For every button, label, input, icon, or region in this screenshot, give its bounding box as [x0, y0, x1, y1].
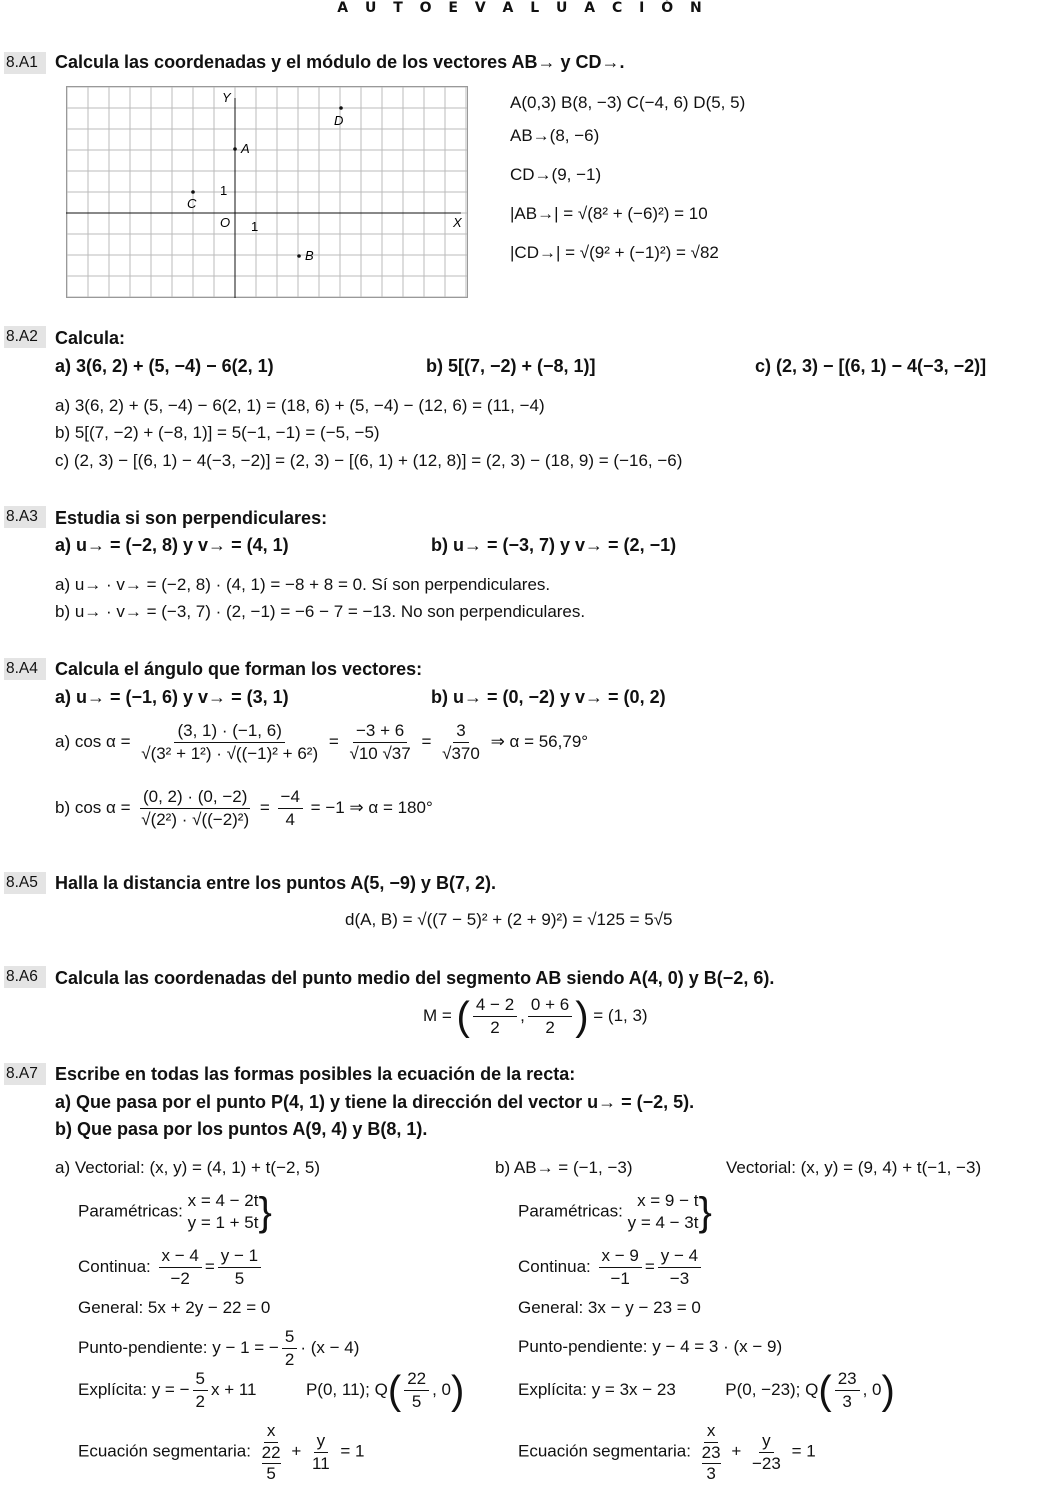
page-title: A U T O E V A L U A C I Ó N — [337, 0, 708, 16]
fraction: x 22 5 — [261, 1421, 281, 1483]
a1-vector-cd: CD→(9, −1) — [510, 165, 602, 184]
a7a-point-slope: Punto-pendiente: y − 1 = − $\frac{5}{2}$ · (x − 4) — [78, 1327, 360, 1369]
fraction: $\frac{-4}{4}$ — [278, 786, 303, 831]
fraction: $\frac{3}{√370}$ — [442, 721, 480, 763]
fraction: $\frac{5}{2}$ — [282, 1326, 297, 1371]
a6-solution: M = ( $\frac{4 - 2}{2}$ , $\frac{0 + 6}{2}$ ) = (1, 3) — [423, 994, 648, 1039]
fraction: $\frac{22}{5}$ — [404, 1368, 429, 1413]
exercise-number: 8.A1 — [4, 52, 46, 74]
fraction: $\frac{x - 4}{-2}$ — [159, 1245, 202, 1290]
a4a-result: ⇒ α = 56,79° — [490, 731, 589, 751]
a7-question-a: a) Que pasa por el punto P(4, 1) y tiene la dirección del vector u→ = (−2, 5). — [55, 1092, 695, 1112]
point-c-label: C — [187, 196, 197, 211]
fraction: x 23 3 — [701, 1421, 721, 1483]
a7a-parametric: Paramétricas: x = 4 − 2t y = 1 + 5t } — [78, 1190, 272, 1234]
fraction: $\frac{y - 1}{5}$ — [218, 1245, 261, 1290]
a2-question-c: c) (2, 3) − [(6, 1) − 4(−3, −2)] — [755, 356, 987, 376]
a7b-vectorial: Vectorial: (x, y) = (9, 4) + t(−1, −3) — [726, 1158, 982, 1177]
fraction: $\frac{4 - 2}{2}$ — [473, 994, 517, 1039]
a7a-explicit: Explícita: y = − $\frac{5}{2}$ x + 11 P(0, 11); Q( $\frac{22}{5}$ , 0) — [78, 1368, 465, 1413]
y-unit-label: 1 — [220, 183, 228, 198]
exercise-number: 8.A6 — [4, 966, 46, 988]
fraction: $\frac{y}{-23}$ — [752, 1430, 781, 1473]
a7b-continuous: Continua: $\frac{x - 9}{-1}$ = $\frac{y - 4}{-3}$ — [518, 1245, 704, 1290]
exercise-number: 8.A7 — [4, 1063, 46, 1085]
a2-question-a: a) 3(6, 2) + (5, −4) − 6(2, 1) — [55, 356, 274, 376]
exercise-question: Calcula el ángulo que forman los vectores: — [55, 659, 423, 679]
point-a-label: A — [241, 141, 250, 156]
a1-module-ab: |AB→| = √(8² + (−6)²) = 10 — [510, 204, 708, 223]
a2-solution-a: a) 3(6, 2) + (5, −4) − 6(2, 1) = (18, 6) + (5, −4) − (12, 6) = (11, −4) — [55, 396, 545, 415]
exercise-number: 8.A3 — [4, 506, 46, 528]
a4b-label: b) cos α = — [55, 797, 131, 817]
a7-question-b: b) Que pasa por los puntos A(9, 4) y B(8, 1). — [55, 1119, 428, 1139]
exercise-question: Estudia si son perpendiculares: — [55, 508, 328, 528]
a2-solution-c: c) (2, 3) − [(6, 1) − 4(−3, −2)] = (2, 3) − [(6, 1) + (12, 8)] = (2, 3) − (18, 9) = (−16, −6) — [55, 451, 683, 470]
fraction: $\frac{(0, 2) \cdot (0, -2)}{\text{√(2²) · √((−2)²)}}$ — [141, 787, 250, 829]
a2-question-b: b) 5[(7, −2) + (−8, 1)] — [426, 356, 596, 376]
exercise-question: Calcula las coordenadas del punto medio del segmento AB siendo A(4, 0) y B(−2, 6). — [55, 968, 775, 988]
fraction: $\frac{5}{2}$ — [193, 1368, 208, 1413]
x-axis-label: X — [453, 215, 462, 230]
point-d-label: D — [334, 113, 344, 128]
a7a-general: General: 5x + 2y − 22 = 0 — [78, 1298, 271, 1317]
point-b-label: B — [305, 248, 314, 263]
a3-solution-a: a) u→ · v→ = (−2, 8) · (4, 1) = −8 + 8 = 0. Sí son perpendiculares. — [55, 575, 551, 594]
a7a-vectorial: a) Vectorial: (x, y) = (4, 1) + t(−2, 5) — [55, 1158, 321, 1177]
a7a-continuous: Continua: $\frac{x - 4}{-2}$ = $\frac{y - 1}{5}$ — [78, 1245, 264, 1290]
a7b-explicit: Explícita: y = 3x − 23 P(0, −23); Q( $\frac{23}{3}$ , 0) — [518, 1368, 895, 1413]
fraction: $\frac{y - 4}{-3}$ — [658, 1245, 701, 1290]
exercise-question: Halla la distancia entre los puntos A(5, −9) y B(7, 2). — [55, 873, 496, 893]
a7b-point-slope: Punto-pendiente: y − 4 = 3 · (x − 9) — [518, 1337, 783, 1356]
x-unit-label: 1 — [251, 219, 259, 234]
point-b — [297, 254, 301, 258]
point-c — [191, 190, 195, 194]
a3-question-b: b) u→ = (−3, 7) y v→ = (2, −1) — [431, 535, 677, 555]
a1-module-cd: |CD→| = √(9² + (−1)²) = √82 — [510, 243, 719, 262]
a7b-general: General: 3x − y − 23 = 0 — [518, 1298, 701, 1317]
y-axis-label: Y — [222, 90, 231, 105]
a4-question-b: b) u→ = (0, −2) y v→ = (0, 2) — [431, 687, 666, 707]
fraction: $\frac{(3, 1) \cdot (-1, 6)}{\text{√(3² + 1²) · √((−1)² + 6²)}}$ — [141, 721, 319, 763]
a3-question-a: a) u→ = (−2, 8) y v→ = (4, 1) — [55, 535, 289, 555]
point-a — [233, 147, 237, 151]
fraction: $\frac{y}{11}$ — [312, 1430, 330, 1473]
exercise-number: 8.A5 — [4, 872, 46, 894]
a7b-vector: b) AB→ = (−1, −3) — [495, 1158, 633, 1177]
a1-points: A(0,3) B(8, −3) C(−4, 6) D(5, 5) — [510, 93, 746, 112]
origin-label: O — [220, 215, 231, 230]
a4-question-a: a) u→ = (−1, 6) y v→ = (3, 1) — [55, 687, 289, 707]
a4a-label: a) cos α = — [55, 731, 131, 751]
a4b-result: = −1 ⇒ α = 180° — [310, 797, 433, 817]
exercise-question: Calcula: — [55, 328, 126, 348]
coordinate-grid — [66, 86, 469, 299]
a7b-parametric: Paramétricas: x = 9 − t y = 4 − 3t } — [518, 1190, 712, 1234]
a2-solution-b: b) 5[(7, −2) + (−8, 1)] = 5(−1, −1) = (−5, −5) — [55, 423, 380, 442]
exercise-question: Calcula las coordenadas y el módulo de los vectores AB→ y CD→. — [55, 52, 625, 72]
point-d — [339, 106, 343, 110]
a4-solution-a: a) cos α = $\frac{(3, 1) \cdot (-1, 6)}{\text{√(3² + 1²) · √((−1)² + 6²)}}$ = $\frac{-3 + 6}{√10 √37}$ = $\frac{3}{√370}$ ⇒ α = 56,79° — [55, 721, 589, 763]
fraction: $\frac{0 + 6}{2}$ — [528, 994, 572, 1039]
exercise-number: 8.A2 — [4, 326, 46, 348]
exercise-question: Escribe en todas las formas posibles la ecuación de la recta: — [55, 1064, 576, 1084]
a7b-segmentary: Ecuación segmentaria: x 23 3 + $\frac{y}{-23}$ = 1 — [518, 1421, 816, 1483]
a3-solution-b: b) u→ · v→ = (−3, 7) · (2, −1) = −6 − 7 = −13. No son perpendiculares. — [55, 602, 586, 621]
a5-solution: d(A, B) = √((7 − 5)² + (2 + 9)²) = √125 = 5√5 — [345, 910, 673, 929]
a7a-segmentary: Ecuación segmentaria: x 22 5 + $\frac{y}{11}$ = 1 — [78, 1421, 365, 1483]
fraction: $\frac{x - 9}{-1}$ — [599, 1245, 642, 1290]
fraction: $\frac{23}{3}$ — [835, 1368, 860, 1413]
exercise-number: 8.A4 — [4, 658, 46, 680]
a4-solution-b: b) cos α = $\frac{(0, 2) \cdot (0, -2)}{\text{√(2²) · √((−2)²)}}$ = $\frac{-4}{4}$ = −1 ⇒ α = 180° — [55, 787, 433, 829]
fraction: $\frac{-3 + 6}{√10 √37}$ — [349, 721, 411, 763]
a1-vector-ab: AB→(8, −6) — [510, 126, 600, 145]
